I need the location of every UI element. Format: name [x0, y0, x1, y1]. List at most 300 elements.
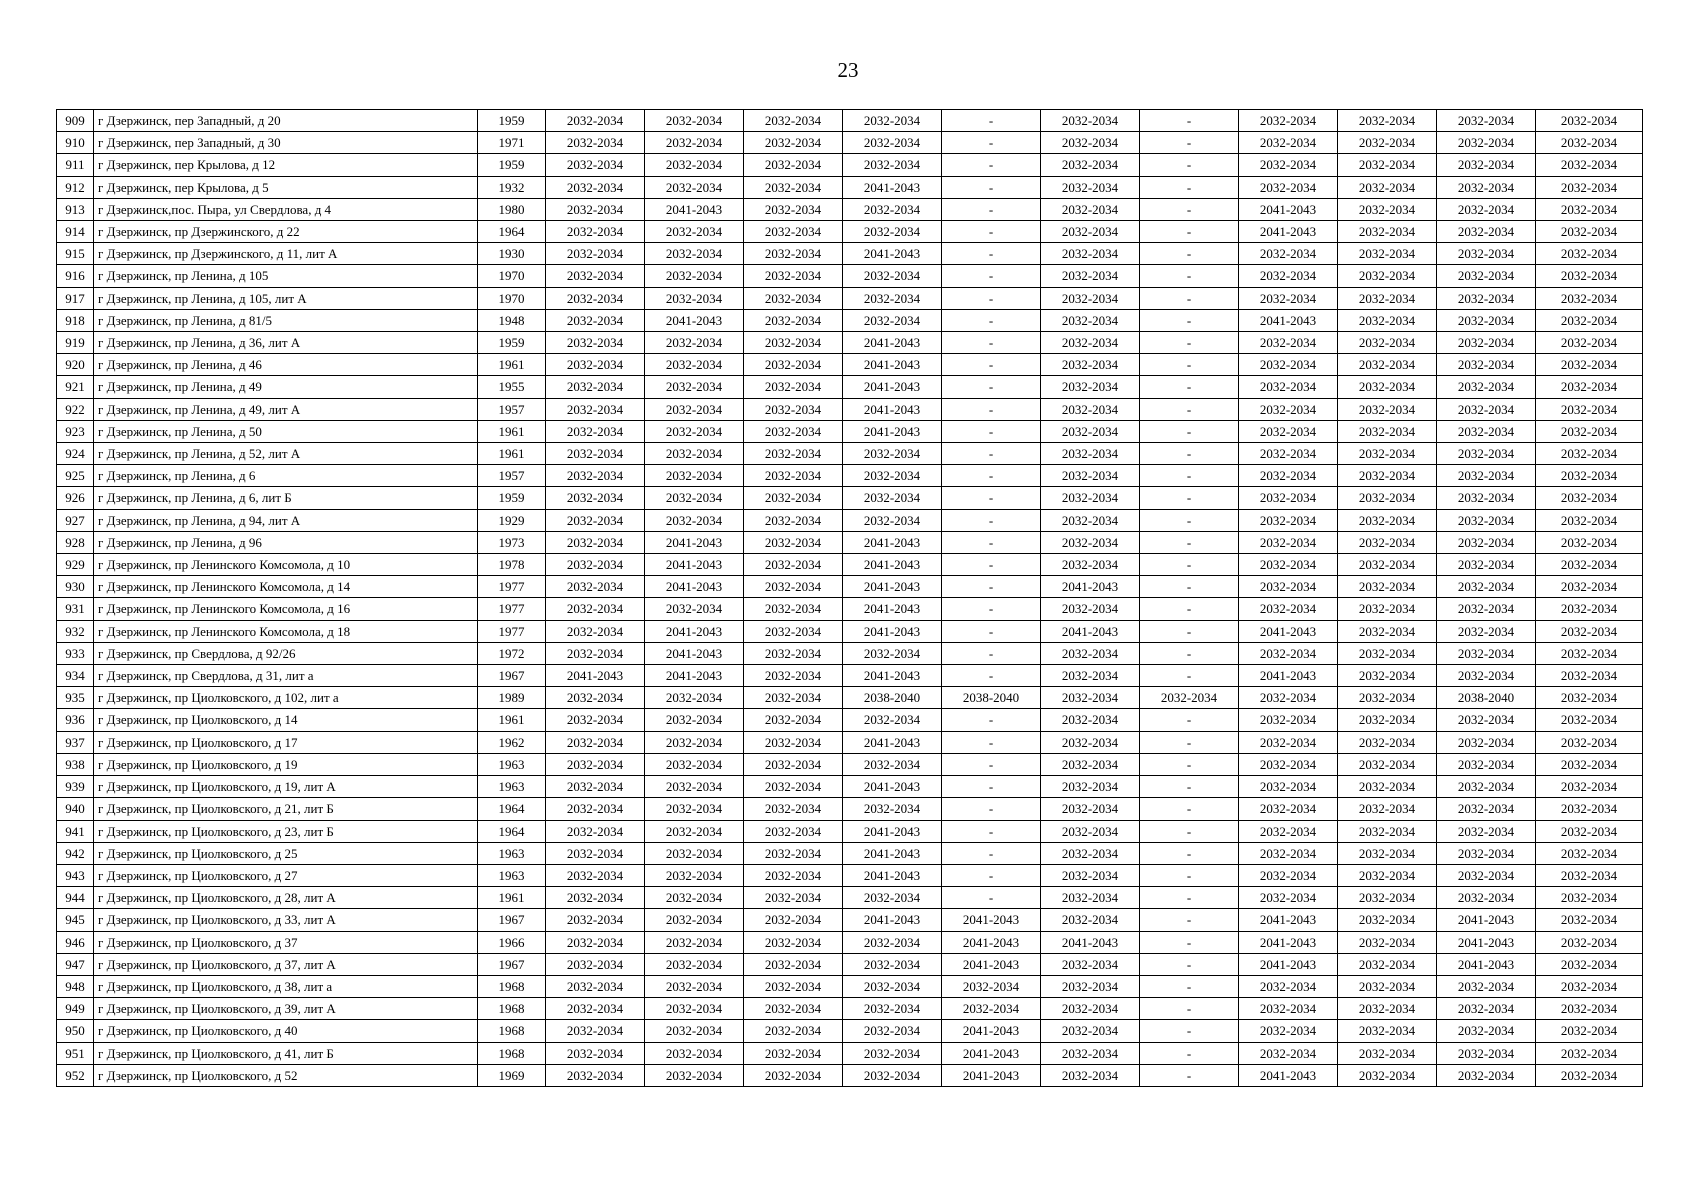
build-year-cell: 1963 [478, 864, 546, 886]
period-cell: 2032-2034 [744, 709, 843, 731]
period-cell: 2032-2034 [1437, 443, 1536, 465]
period-cell: 2041-2043 [843, 398, 942, 420]
period-cell: 2032-2034 [1041, 1064, 1140, 1086]
table-row [57, 642, 1643, 664]
period-cell: 2041-2043 [843, 354, 942, 376]
build-year-cell: 1977 [478, 598, 546, 620]
period-cell: 2032-2034 [843, 221, 942, 243]
period-cell: 2032-2034 [645, 753, 744, 775]
period-cell: - [1140, 398, 1239, 420]
period-cell: 2032-2034 [645, 376, 744, 398]
table-row [57, 753, 1643, 775]
period-cell: 2041-2043 [645, 554, 744, 576]
period-cell: 2032-2034 [546, 531, 645, 553]
period-cell: 2032-2034 [1437, 332, 1536, 354]
period-cell: 2032-2034 [546, 443, 645, 465]
build-year-cell: 1971 [478, 132, 546, 154]
period-cell: 2032-2034 [1536, 909, 1643, 931]
period-cell: 2032-2034 [744, 642, 843, 664]
period-cell: 2032-2034 [1338, 776, 1437, 798]
period-cell: 2032-2034 [1338, 820, 1437, 842]
period-cell: 2032-2034 [645, 776, 744, 798]
period-cell: 2032-2034 [1239, 132, 1338, 154]
period-cell: 2032-2034 [1338, 1020, 1437, 1042]
period-cell: 2032-2034 [1338, 887, 1437, 909]
period-cell: 2032-2034 [843, 487, 942, 509]
period-cell: 2041-2043 [942, 1064, 1041, 1086]
row-number-cell: 943 [57, 864, 94, 886]
build-year-cell: 1959 [478, 110, 546, 132]
period-cell: 2032-2034 [1041, 887, 1140, 909]
table-row [57, 975, 1643, 997]
row-number-cell: 947 [57, 953, 94, 975]
period-cell: 2032-2034 [546, 420, 645, 442]
row-number-cell: 948 [57, 975, 94, 997]
period-cell: 2032-2034 [1536, 110, 1643, 132]
period-cell: 2032-2034 [546, 221, 645, 243]
period-cell: 2032-2034 [1239, 598, 1338, 620]
table-row [57, 354, 1643, 376]
period-cell: 2032-2034 [645, 243, 744, 265]
address-cell: г Дзержинск, пер Крылова, д 12 [94, 154, 478, 176]
table-row [57, 620, 1643, 642]
period-cell: 2032-2034 [1437, 864, 1536, 886]
period-cell: 2032-2034 [1338, 265, 1437, 287]
period-cell: 2032-2034 [546, 731, 645, 753]
period-cell: - [942, 576, 1041, 598]
table-row [57, 909, 1643, 931]
period-cell: 2032-2034 [744, 110, 843, 132]
period-cell: - [1140, 975, 1239, 997]
period-cell: 2032-2034 [645, 443, 744, 465]
build-year-cell: 1957 [478, 398, 546, 420]
build-year-cell: 1961 [478, 709, 546, 731]
period-cell: 2032-2034 [546, 132, 645, 154]
period-cell: - [1140, 110, 1239, 132]
period-cell: 2032-2034 [843, 887, 942, 909]
period-cell: 2032-2034 [744, 376, 843, 398]
period-cell: 2032-2034 [1437, 731, 1536, 753]
period-cell: - [1140, 154, 1239, 176]
period-cell: - [942, 176, 1041, 198]
period-cell: 2032-2034 [1536, 620, 1643, 642]
period-cell: 2032-2034 [1041, 687, 1140, 709]
build-year-cell: 1961 [478, 887, 546, 909]
period-cell: 2032-2034 [744, 487, 843, 509]
period-cell: 2041-2043 [843, 176, 942, 198]
address-cell: г Дзержинск, пр Ленинского Комсомола, д 18 [94, 620, 478, 642]
period-cell: 2032-2034 [645, 420, 744, 442]
period-cell: 2032-2034 [1437, 198, 1536, 220]
period-cell: 2032-2034 [1536, 842, 1643, 864]
period-cell: 2032-2034 [744, 620, 843, 642]
period-cell: 2041-2043 [1239, 953, 1338, 975]
period-cell: - [1140, 776, 1239, 798]
period-cell: - [1140, 487, 1239, 509]
period-cell: 2032-2034 [744, 820, 843, 842]
period-cell: 2032-2034 [1239, 731, 1338, 753]
period-cell: 2038-2040 [942, 687, 1041, 709]
table-row [57, 1020, 1643, 1042]
period-cell: 2032-2034 [546, 576, 645, 598]
period-cell: - [1140, 576, 1239, 598]
address-cell: г Дзержинск, пр Ленина, д 50 [94, 420, 478, 442]
period-cell: 2041-2043 [1437, 909, 1536, 931]
period-cell: 2032-2034 [1239, 842, 1338, 864]
build-year-cell: 1970 [478, 265, 546, 287]
period-cell: 2032-2034 [1041, 531, 1140, 553]
period-cell: 2032-2034 [1041, 354, 1140, 376]
period-cell: 2032-2034 [546, 487, 645, 509]
period-cell: 2032-2034 [1041, 176, 1140, 198]
period-cell: 2032-2034 [546, 864, 645, 886]
period-cell: 2032-2034 [744, 554, 843, 576]
table-row [57, 687, 1643, 709]
period-cell: 2032-2034 [843, 1042, 942, 1064]
period-cell: 2032-2034 [1437, 309, 1536, 331]
period-cell: - [1140, 531, 1239, 553]
period-cell: 2032-2034 [744, 243, 843, 265]
period-cell: 2041-2043 [645, 531, 744, 553]
period-cell: 2041-2043 [843, 731, 942, 753]
table-row [57, 110, 1643, 132]
period-cell: - [1140, 820, 1239, 842]
period-cell: 2032-2034 [744, 332, 843, 354]
period-cell: 2041-2043 [1239, 198, 1338, 220]
row-number-cell: 944 [57, 887, 94, 909]
period-cell: 2032-2034 [645, 975, 744, 997]
period-cell: 2032-2034 [645, 598, 744, 620]
period-cell: - [942, 465, 1041, 487]
period-cell: 2032-2034 [546, 709, 645, 731]
period-cell: 2041-2043 [843, 576, 942, 598]
period-cell: 2032-2034 [1338, 709, 1437, 731]
period-cell: 2041-2043 [843, 420, 942, 442]
period-cell: 2032-2034 [1437, 842, 1536, 864]
period-cell: 2032-2034 [744, 731, 843, 753]
row-number-cell: 915 [57, 243, 94, 265]
period-cell: 2032-2034 [744, 665, 843, 687]
row-number-cell: 918 [57, 309, 94, 331]
build-year-cell: 1968 [478, 975, 546, 997]
period-cell: 2032-2034 [546, 931, 645, 953]
period-cell: 2032-2034 [1338, 465, 1437, 487]
period-cell: 2032-2034 [744, 798, 843, 820]
period-cell: 2032-2034 [1041, 265, 1140, 287]
period-cell: 2032-2034 [1437, 598, 1536, 620]
period-cell: 2032-2034 [744, 420, 843, 442]
row-number-cell: 926 [57, 487, 94, 509]
row-number-cell: 922 [57, 398, 94, 420]
table-row [57, 842, 1643, 864]
table-row [57, 554, 1643, 576]
period-cell: 2032-2034 [1536, 642, 1643, 664]
table-row [57, 598, 1643, 620]
period-cell: 2032-2034 [546, 198, 645, 220]
period-cell: 2032-2034 [546, 1042, 645, 1064]
address-cell: г Дзержинск, пр Ленина, д 49 [94, 376, 478, 398]
period-cell: 2032-2034 [744, 842, 843, 864]
period-cell: 2038-2040 [1437, 687, 1536, 709]
period-cell: 2032-2034 [546, 887, 645, 909]
period-cell: 2032-2034 [942, 975, 1041, 997]
period-cell: 2032-2034 [1437, 398, 1536, 420]
period-cell: 2032-2034 [1338, 1064, 1437, 1086]
row-number-cell: 951 [57, 1042, 94, 1064]
period-cell: 2041-2043 [843, 376, 942, 398]
period-cell: 2032-2034 [1338, 420, 1437, 442]
row-number-cell: 928 [57, 531, 94, 553]
period-cell: - [1140, 243, 1239, 265]
period-cell: 2032-2034 [1437, 354, 1536, 376]
period-cell: 2032-2034 [1338, 842, 1437, 864]
row-number-cell: 938 [57, 753, 94, 775]
period-cell: - [1140, 1064, 1239, 1086]
table-row [57, 176, 1643, 198]
period-cell: 2032-2034 [1041, 554, 1140, 576]
period-cell: 2032-2034 [1338, 665, 1437, 687]
period-cell: 2032-2034 [1041, 420, 1140, 442]
address-cell: г Дзержинск, пр Циолковского, д 37, лит А [94, 953, 478, 975]
period-cell: 2032-2034 [1338, 354, 1437, 376]
period-cell: - [1140, 176, 1239, 198]
address-cell: г Дзержинск, пр Ленина, д 49, лит А [94, 398, 478, 420]
period-cell: 2032-2034 [1437, 576, 1536, 598]
period-cell: 2032-2034 [1338, 1042, 1437, 1064]
period-cell: 2041-2043 [843, 665, 942, 687]
period-cell: 2032-2034 [645, 354, 744, 376]
table-row [57, 709, 1643, 731]
period-cell: 2032-2034 [744, 221, 843, 243]
table-row [57, 931, 1643, 953]
address-cell: г Дзержинск, пер Крылова, д 5 [94, 176, 478, 198]
period-cell: 2032-2034 [1041, 465, 1140, 487]
row-number-cell: 950 [57, 1020, 94, 1042]
period-cell: 2032-2034 [1041, 953, 1140, 975]
period-cell: 2032-2034 [1338, 975, 1437, 997]
period-cell: - [942, 820, 1041, 842]
period-cell: 2032-2034 [843, 309, 942, 331]
address-cell: г Дзержинск, пр Циолковского, д 102, лит а [94, 687, 478, 709]
period-cell: 2032-2034 [843, 642, 942, 664]
period-cell: 2032-2034 [1239, 820, 1338, 842]
period-cell: 2032-2034 [645, 176, 744, 198]
period-cell: 2032-2034 [744, 531, 843, 553]
period-cell: 2032-2034 [744, 132, 843, 154]
period-cell: 2032-2034 [1338, 931, 1437, 953]
table-row [57, 1042, 1643, 1064]
period-cell: 2032-2034 [1239, 287, 1338, 309]
period-cell: 2032-2034 [843, 1020, 942, 1042]
table-row [57, 576, 1643, 598]
period-cell: 2032-2034 [546, 975, 645, 997]
table-row [57, 509, 1643, 531]
address-cell: г Дзержинск, пр Ленинского Комсомола, д 10 [94, 554, 478, 576]
row-number-cell: 931 [57, 598, 94, 620]
period-cell: 2032-2034 [1536, 221, 1643, 243]
build-year-cell: 1948 [478, 309, 546, 331]
period-cell: 2032-2034 [546, 176, 645, 198]
period-cell: 2032-2034 [1239, 443, 1338, 465]
period-cell: 2032-2034 [645, 931, 744, 953]
table-row [57, 953, 1643, 975]
period-cell: 2032-2034 [1437, 1064, 1536, 1086]
period-cell: 2041-2043 [645, 620, 744, 642]
period-cell: 2032-2034 [1536, 776, 1643, 798]
period-cell: 2032-2034 [744, 287, 843, 309]
period-cell: 2032-2034 [1338, 531, 1437, 553]
period-cell: 2032-2034 [1338, 753, 1437, 775]
period-cell: 2032-2034 [546, 465, 645, 487]
build-year-cell: 1967 [478, 953, 546, 975]
period-cell: 2041-2043 [942, 1020, 1041, 1042]
period-cell: 2032-2034 [1338, 243, 1437, 265]
period-cell: - [942, 731, 1041, 753]
period-cell: 2032-2034 [546, 287, 645, 309]
build-year-cell: 1932 [478, 176, 546, 198]
period-cell: 2041-2043 [942, 1042, 1041, 1064]
build-year-cell: 1964 [478, 798, 546, 820]
build-year-cell: 1980 [478, 198, 546, 220]
row-number-cell: 934 [57, 665, 94, 687]
period-cell: - [942, 243, 1041, 265]
period-cell: 2032-2034 [1536, 798, 1643, 820]
period-cell: 2032-2034 [744, 176, 843, 198]
table-row [57, 309, 1643, 331]
row-number-cell: 909 [57, 110, 94, 132]
period-cell: 2032-2034 [1041, 642, 1140, 664]
period-cell: 2032-2034 [1338, 998, 1437, 1020]
period-cell: 2032-2034 [546, 110, 645, 132]
period-cell: - [942, 509, 1041, 531]
row-number-cell: 949 [57, 998, 94, 1020]
period-cell: 2032-2034 [1536, 509, 1643, 531]
period-cell: 2032-2034 [1041, 731, 1140, 753]
build-year-cell: 1959 [478, 154, 546, 176]
period-cell: 2032-2034 [744, 998, 843, 1020]
period-cell: 2032-2034 [1338, 642, 1437, 664]
build-year-cell: 1989 [478, 687, 546, 709]
row-number-cell: 945 [57, 909, 94, 931]
period-cell: 2032-2034 [1437, 820, 1536, 842]
period-cell: - [1140, 465, 1239, 487]
period-cell: 2032-2034 [1041, 842, 1140, 864]
period-cell: 2032-2034 [1536, 864, 1643, 886]
build-year-cell: 1968 [478, 998, 546, 1020]
period-cell: - [1140, 376, 1239, 398]
table-row [57, 443, 1643, 465]
period-cell: 2032-2034 [1239, 176, 1338, 198]
period-cell: 2032-2034 [744, 309, 843, 331]
period-cell: 2032-2034 [1239, 1042, 1338, 1064]
period-cell: - [1140, 642, 1239, 664]
period-cell: - [1140, 798, 1239, 820]
period-cell: 2032-2034 [1536, 665, 1643, 687]
address-cell: г Дзержинск, пр Циолковского, д 19 [94, 753, 478, 775]
period-cell: 2032-2034 [546, 1064, 645, 1086]
period-cell: 2032-2034 [645, 154, 744, 176]
period-cell: 2032-2034 [1239, 376, 1338, 398]
address-cell: г Дзержинск, пр Свердлова, д 31, лит а [94, 665, 478, 687]
period-cell: 2032-2034 [1239, 998, 1338, 1020]
build-year-cell: 1969 [478, 1064, 546, 1086]
period-cell: 2032-2034 [1338, 576, 1437, 598]
period-cell: - [1140, 198, 1239, 220]
period-cell: 2032-2034 [1239, 509, 1338, 531]
address-cell: г Дзержинск, пр Циолковского, д 52 [94, 1064, 478, 1086]
period-cell: 2032-2034 [1536, 465, 1643, 487]
period-cell: 2032-2034 [843, 998, 942, 1020]
address-cell: г Дзержинск, пр Циолковского, д 25 [94, 842, 478, 864]
period-cell: 2032-2034 [1239, 576, 1338, 598]
period-cell: 2041-2043 [1239, 620, 1338, 642]
row-number-cell: 927 [57, 509, 94, 531]
period-cell: 2032-2034 [843, 110, 942, 132]
period-cell: 2032-2034 [1041, 132, 1140, 154]
build-year-cell: 1967 [478, 909, 546, 931]
period-cell: 2032-2034 [843, 443, 942, 465]
period-cell: 2032-2034 [1041, 776, 1140, 798]
period-cell: 2032-2034 [1536, 332, 1643, 354]
address-cell: г Дзержинск, пр Ленина, д 6, лит Б [94, 487, 478, 509]
period-cell: 2032-2034 [1338, 620, 1437, 642]
period-cell: 2032-2034 [1437, 531, 1536, 553]
period-cell: 2032-2034 [1338, 864, 1437, 886]
build-year-cell: 1967 [478, 665, 546, 687]
period-cell: 2032-2034 [843, 709, 942, 731]
period-cell: - [942, 776, 1041, 798]
period-cell: 2032-2034 [1536, 132, 1643, 154]
row-number-cell: 930 [57, 576, 94, 598]
build-year-cell: 1966 [478, 931, 546, 953]
period-cell: - [942, 887, 1041, 909]
build-year-cell: 1970 [478, 287, 546, 309]
row-number-cell: 912 [57, 176, 94, 198]
period-cell: 2032-2034 [744, 953, 843, 975]
period-cell: 2041-2043 [843, 554, 942, 576]
period-cell: 2032-2034 [1536, 531, 1643, 553]
table-row [57, 487, 1643, 509]
row-number-cell: 933 [57, 642, 94, 664]
period-cell: 2032-2034 [1437, 887, 1536, 909]
period-cell: 2032-2034 [1437, 620, 1536, 642]
period-cell: - [1140, 443, 1239, 465]
period-cell: 2032-2034 [1041, 443, 1140, 465]
period-cell: - [1140, 1042, 1239, 1064]
row-number-cell: 913 [57, 198, 94, 220]
period-cell: 2032-2034 [546, 376, 645, 398]
period-cell: 2041-2043 [1041, 576, 1140, 598]
address-cell: г Дзержинск, пр Циолковского, д 28, лит А [94, 887, 478, 909]
period-cell: 2032-2034 [744, 1064, 843, 1086]
period-cell: 2032-2034 [645, 265, 744, 287]
period-cell: 2032-2034 [546, 909, 645, 931]
period-cell: 2032-2034 [1338, 221, 1437, 243]
period-cell: 2032-2034 [645, 731, 744, 753]
period-cell: - [1140, 842, 1239, 864]
period-cell: 2032-2034 [645, 864, 744, 886]
period-cell: 2032-2034 [843, 198, 942, 220]
period-cell: 2032-2034 [645, 221, 744, 243]
period-cell: 2032-2034 [1239, 709, 1338, 731]
period-cell: - [942, 420, 1041, 442]
period-cell: - [942, 620, 1041, 642]
period-cell: 2041-2043 [1041, 620, 1140, 642]
address-cell: г Дзержинск, пр Ленина, д 52, лит А [94, 443, 478, 465]
period-cell: 2032-2034 [546, 687, 645, 709]
table-body [57, 110, 1643, 1087]
row-number-cell: 921 [57, 376, 94, 398]
